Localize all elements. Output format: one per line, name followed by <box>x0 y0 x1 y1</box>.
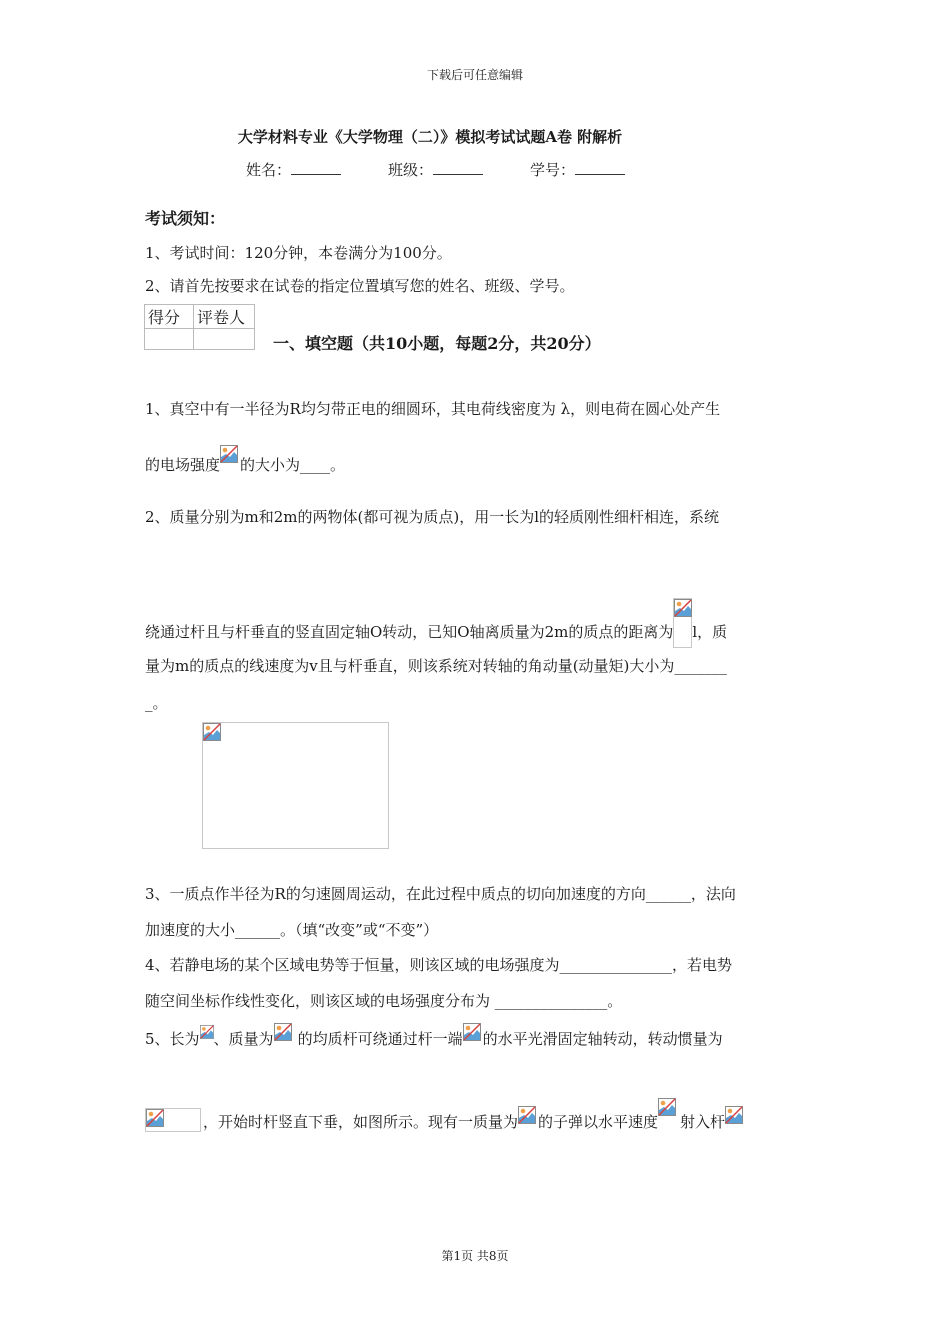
page-title: 大学材料专业《大学物理（二）》模拟考试试题A卷 附解析 <box>237 128 623 146</box>
instruction-item-1: 1、考试时间：120分钟，本卷满分为100分。 <box>145 244 452 262</box>
score-header: 得分 <box>145 305 194 329</box>
image-placeholder-icon <box>658 1110 680 1132</box>
image-placeholder-icon <box>518 1112 538 1132</box>
q5-line-1: 5、长为 、质量为 的均质杆可绕通过杆一端 的水平光滑固定轴转动，转动惯量为 <box>145 1028 723 1049</box>
image-placeholder-icon <box>200 1029 214 1049</box>
image-placeholder-icon <box>220 453 240 475</box>
q3-line-1: 3、一质点作半径为R的匀速圆周运动，在此过程中质点的切向加速度的方向______，法向 <box>145 885 736 903</box>
instructions-heading: 考试须知： <box>145 209 226 228</box>
q2-line-2: 绕通过杆且与杆垂直的竖直固定轴O转动，已知O轴离质量为2m的质点的距离为 l，质 <box>145 598 727 642</box>
q4-line-1: 4、若静电场的某个区域电势等于恒量，则该区域的电场强度为_______________，若电势 <box>145 956 733 974</box>
q4-line-2: 随空间坐标作线性变化，则该区域的电场强度分布为 _______________。 <box>145 992 623 1010</box>
name-blank <box>291 160 341 175</box>
class-field-label: 班级： <box>388 159 483 180</box>
grader-cell <box>194 329 255 350</box>
name-field-label: 姓名： <box>246 159 341 180</box>
q2-line-3: 量为m的质点的线速度为v且与杆垂直，则该系统对转轴的角动量(动量矩)大小为_______ <box>145 657 727 675</box>
id-field-label: 学号： <box>530 159 625 180</box>
image-placeholder-icon <box>463 1029 483 1049</box>
score-table <box>144 304 255 350</box>
figure-placeholder <box>202 722 389 849</box>
section-1-title: 一、填空题（共10小题，每题2分，共20分） <box>273 334 601 353</box>
q5-line-2: ，开始时杆竖直下垂，如图所示。现有一质量为 的子弹以水平速度 射入杆 <box>145 1108 745 1132</box>
q2-line-1: 2、质量分别为m和2m的两物体(都可视为质点)，用一长为l的轻质刚性细杆相连，系统 <box>145 508 720 526</box>
instruction-item-2: 2、请首先按要求在试卷的指定位置填写您的姓名、班级、学号。 <box>145 277 575 295</box>
q1-line-2: 的电场强度 的大小为____。 <box>145 453 345 475</box>
q3-line-2: 加速度的大小______。（填“改变”或“不变”） <box>145 921 439 939</box>
image-placeholder-icon <box>274 1029 298 1049</box>
id-blank <box>575 160 625 175</box>
image-placeholder-icon <box>145 1108 201 1132</box>
page-footer: 第1页 共8页 <box>441 1249 509 1263</box>
image-placeholder-icon <box>725 1112 745 1132</box>
image-placeholder-icon <box>673 598 692 648</box>
q1-line-1: 1、真空中有一半径为R均匀带正电的细圆环，其电荷线密度为 λ，则电荷在圆心处产生 <box>145 400 721 418</box>
q2-line-4: _。 <box>145 694 168 712</box>
grader-header: 评卷人 <box>194 305 255 329</box>
score-cell <box>145 329 194 350</box>
header-note: 下载后可任意编辑 <box>426 68 523 82</box>
class-blank <box>433 160 483 175</box>
